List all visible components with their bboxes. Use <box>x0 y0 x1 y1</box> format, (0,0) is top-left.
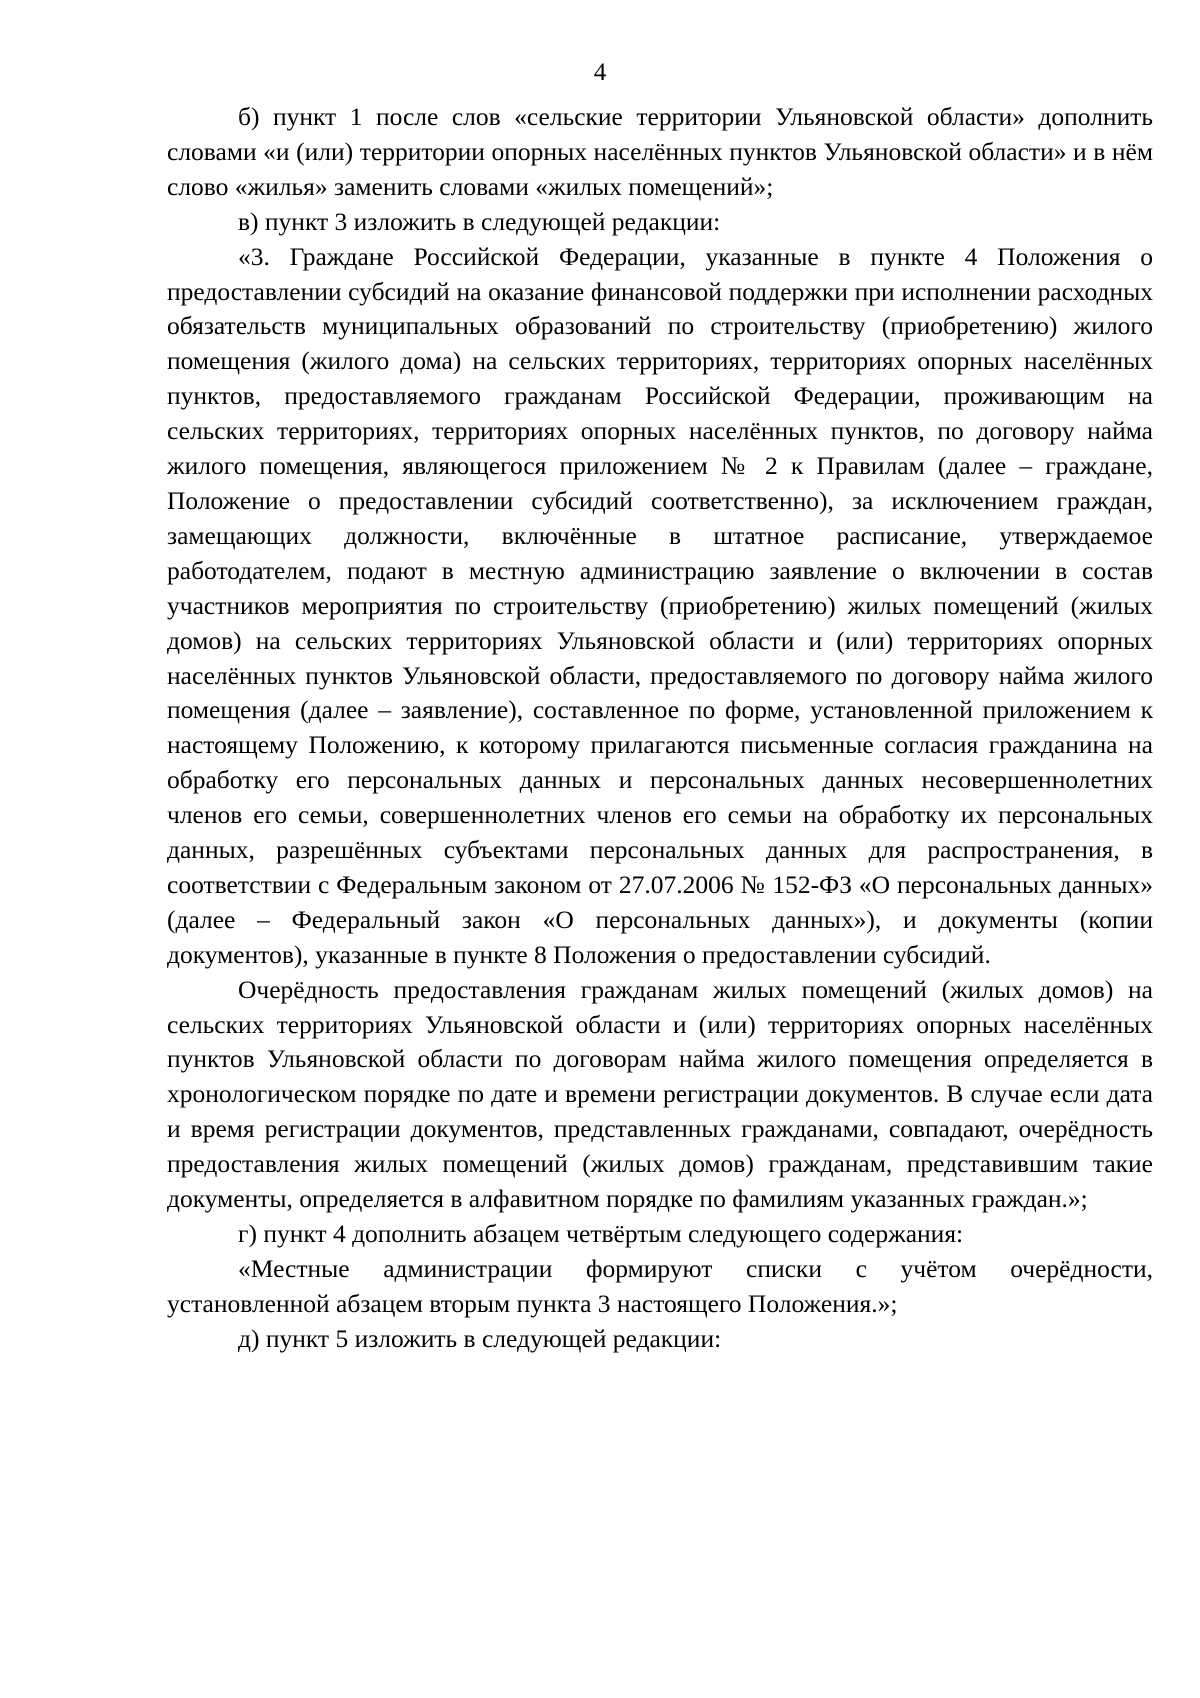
paragraph-amendment-b: б) пункт 1 после слов «сельские территории Ульяновской области» дополнить словами «и (или) территории опорных населённых пунктов Ульяновской области» и в нём слово «жилья» заменить словами «жилых помещений»; <box>167 102 1153 201</box>
paragraph-point-3: «3. Граждане Российской Федерации, указанные в пункте 4 Положения о предоставлении субсидий на оказание финансовой поддержки при исполнении расходных обязательств муниципальных образований по строительству (приобретению) жилого помещения (жилого дома) на сельских территориях, территориях опорных населённых пунктов, предоставляемого гражданам Российской Федерации, проживающим на сельских территориях, территориях опорных населённых пунктов, по договору найма жилого помещения, являющегося приложением № 2 к Правилам (далее – граждане, Положение о предоставлении субсидий соответственно), за исключением граждан, замещающих должности, включённые в штатное расписание, утверждаемое работодателем, подают в местную администрацию заявление о включении в состав участников мероприятия по строительству (приобретению) жилых помещений (жилых домов) на сельских территориях Ульяновской области и (или) территориях опорных населённых пунктов Ульяновской области, предоставляемого по договору найма жилого помещения (далее – заявление), составленное по форме, установленной приложением к настоящему Положению, к которому прилагаются письменные согласия гражданина на обработку его персональных данных и персональных данных несовершеннолетних членов его семьи, совершеннолетних членов его семьи на обработку их персональных данных, разрешённых субъектами персональных данных для распространения, в соответствии с Федеральным законом от 27.07.2006 № 152-ФЗ «О персональных данных» (далее – Федеральный закон «О персональных данных»), и документы (копии документов), указанные в пункте 8 Положения о предоставлении субсидий. <box>167 241 1153 969</box>
page-number: 4 <box>593 59 607 86</box>
paragraph-local-admin-lists: «Местные администрации формируют списки с учётом очерёдности, установленной абзацем вторым пункта 3 настоящего Положения.»; <box>167 1253 1153 1318</box>
paragraph-amendment-d: д) пункт 5 изложить в следующей редакции: <box>238 1323 722 1353</box>
paragraph-queue-order: Очерёдность предоставления гражданам жилых помещений (жилых домов) на сельских территориях Ульяновской области и (или) территориях опорных населённых пунктов Ульяновской области по договорам найма жилого помещения определяется в хронологическом порядке по дате и времени регистрации документов. В случае если дата и время регистрации документов, представленных гражданами, совпадают, очерёдность предоставления жилых помещений (жилых домов) гражданам, представившим такие документы, определяется в алфавитном порядке по фамилиям указанных граждан.»; <box>167 974 1153 1214</box>
paragraph-amendment-g: г) пункт 4 дополнить абзацем четвёртым следующего содержания: <box>238 1219 964 1248</box>
document-body <box>167 100 1153 1357</box>
paragraph-amendment-v: в) пункт 3 изложить в следующей редакции: <box>238 206 721 236</box>
